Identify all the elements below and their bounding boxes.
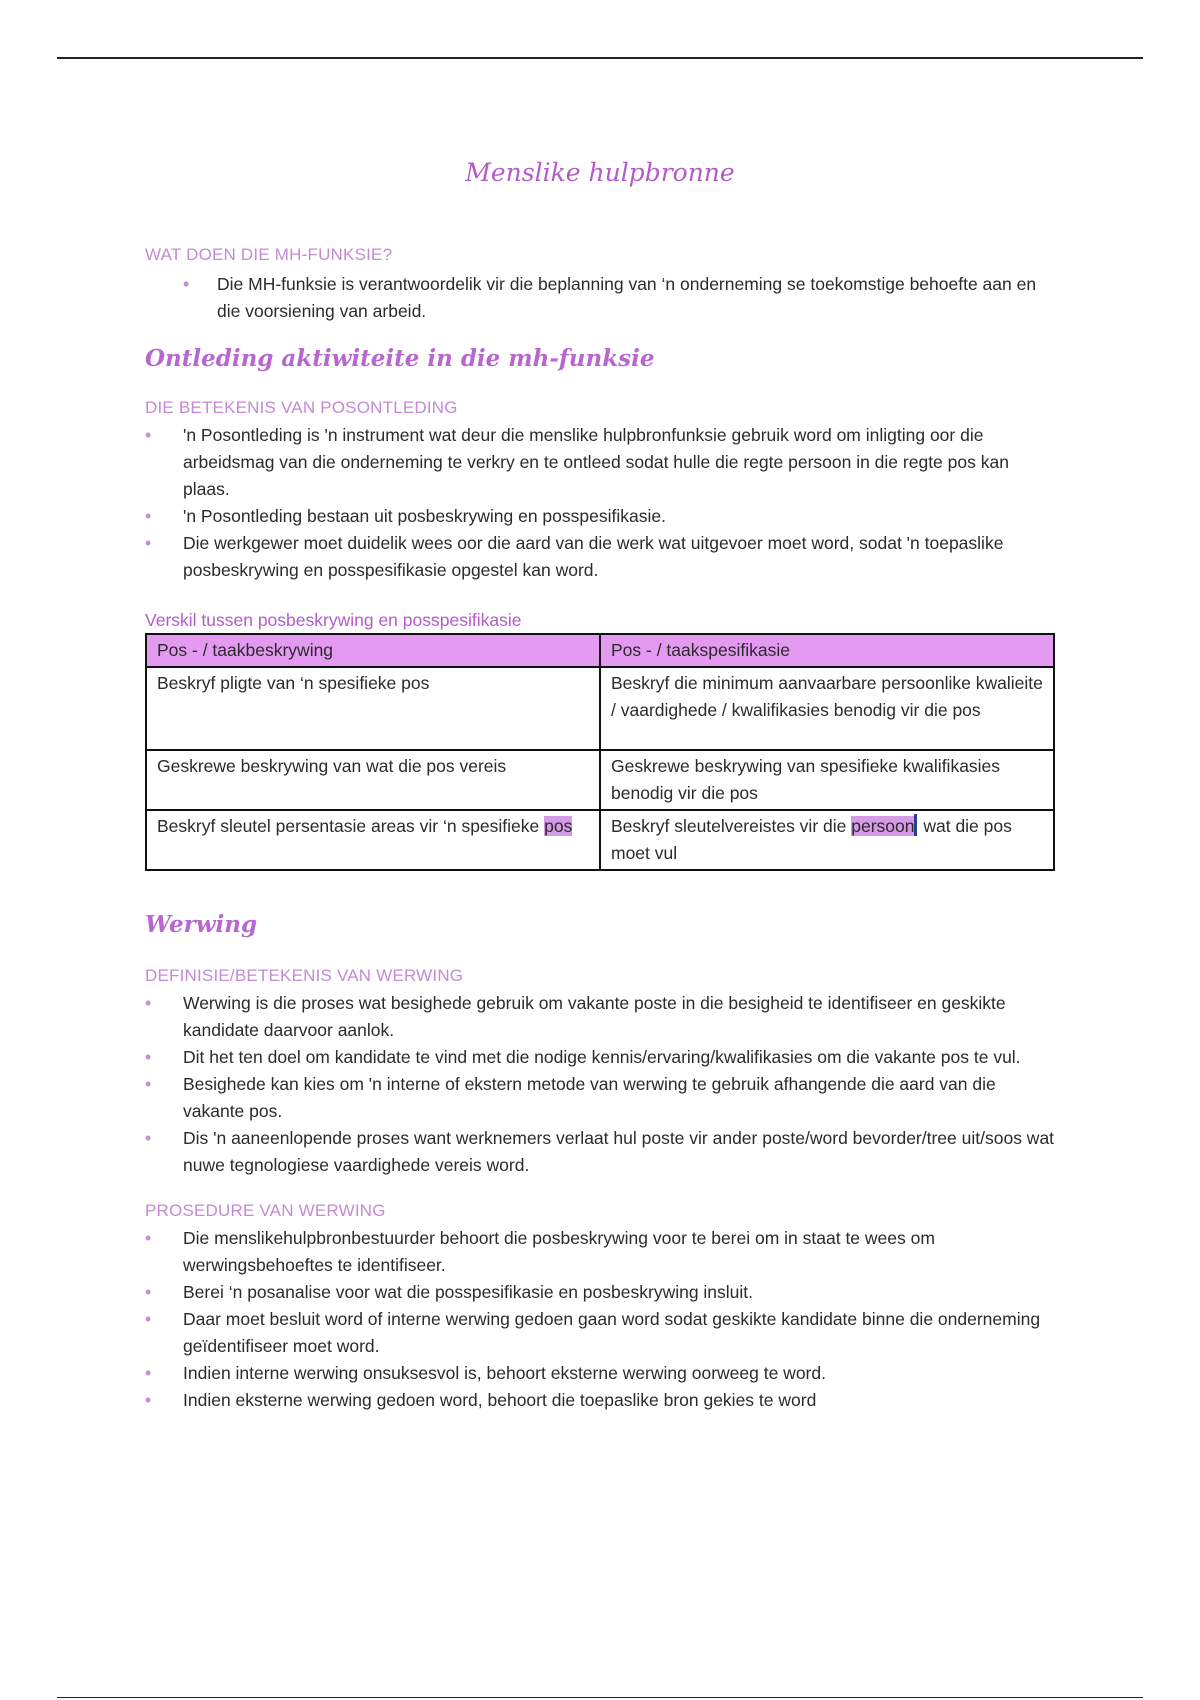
list-item: • Indien eksterne werwing gedoen word, behoort die toepaslike bron gekies te word: [145, 1387, 1060, 1414]
list-item: • Die MH-funksie is verantwoordelik vir die beplanning van ‘n onderneming se toekomstige behoefte aan en die voorsiening van arbeid.: [145, 271, 1060, 325]
cell-text: Beskryf sleutel persentasie areas vir ‘n spesifieke: [157, 816, 545, 836]
heading-werwing: Werwing: [145, 911, 258, 938]
table-cell: [600, 810, 1054, 870]
table-row: [146, 810, 1054, 870]
highlighted-text: pos: [544, 816, 573, 836]
list-item: • Besighede kan kies om 'n interne of ekstern metode van werwing te gebruik afhangende die aard van die vakante pos.: [145, 1071, 1060, 1125]
section-label-werwing-prosedure: PROSEDURE VAN WERWING: [145, 1201, 386, 1220]
table-header-row: [146, 634, 1054, 667]
list-item: • Dit het ten doel om kandidate te vind met die nodige kennis/ervaring/kwalifikasies om die vakante pos te vul.: [145, 1044, 1060, 1071]
bullet-list-posontleding: [145, 422, 1060, 584]
bullet-list-werwing-prosedure: [145, 1225, 1060, 1414]
comparison-table: [145, 633, 1055, 871]
section-label-posontleding: DIE BETEKENIS VAN POSONTLEDING: [145, 398, 458, 417]
table-row: [146, 750, 1054, 810]
table-header-cell: Pos - / taakspesifikasie: [600, 634, 1054, 667]
table-caption: Verskil tussen posbeskrywing en posspesifikasie: [145, 610, 522, 630]
list-item: • Berei ‘n posanalise voor wat die posspesifikasie en posbeskrywing insluit.: [145, 1279, 1060, 1306]
list-item: • Die menslikehulpbronbestuurder behoort die posbeskrywing voor te berei om in staat te wees om werwingsbehoeftes te identifiseer.: [145, 1225, 1060, 1279]
document-body: [145, 245, 1060, 1414]
list-item: • Daar moet besluit word of interne werwing gedoen gaan word sodat geskikte kandidate binne die onderneming geïdentifiseer moet word.: [145, 1306, 1060, 1360]
section-label-mh-funksie: WAT DOEN DIE MH-FUNKSIE?: [145, 245, 393, 264]
list-item: • Dis 'n aaneenlopende proses want werknemers verlaat hul poste vir ander poste/word bevorder/tree uit/soos wat nuwe tegnologiese vaardighede vereis word.: [145, 1125, 1060, 1179]
bottom-rule: [57, 1697, 1143, 1698]
top-rule: [57, 57, 1143, 59]
table-cell: Geskrewe beskrywing van wat die pos vereis: [146, 750, 600, 810]
list-item: • Werwing is die proses wat besighede gebruik om vakante poste in die besigheid te identifiseer en geskikte kandidate daarvoor aanlok.: [145, 990, 1060, 1044]
list-item: • 'n Posontleding is 'n instrument wat deur die menslike hulpbronfunksie gebruik word om inligting oor die arbeidsmag van die onderneming te verkry en te ontleed sodat hulle die regte persoon in die regte pos kan plaas.: [145, 422, 1060, 503]
table-cell: Beskryf pligte van ‘n spesifieke pos: [146, 667, 600, 750]
page-title: Menslike hulpbronne: [465, 158, 735, 187]
bullet-list-werwing-definisie: [145, 990, 1060, 1179]
highlighted-text: persoon: [851, 816, 915, 836]
list-item: • Die werkgewer moet duidelik wees oor die aard van die werk wat uitgevoer moet word, sodat 'n toepaslike posbeskrywing en posspesifikasie opgestel kan word.: [145, 530, 1060, 584]
section-label-werwing-definisie: DEFINISIE/BETEKENIS VAN WERWING: [145, 966, 464, 985]
bullet-list-mh-funksie: [145, 271, 1060, 325]
table-cell: [146, 810, 600, 870]
table-cell: Geskrewe beskrywing van spesifieke kwalifikasies benodig vir die pos: [600, 750, 1054, 810]
table-cell: Beskryf die minimum aanvaarbare persoonlike kwalieite / vaardighede / kwalifikasies benodig vir die pos: [600, 667, 1054, 750]
heading-ontleding: Ontleding aktiwiteite in die mh-funksie: [145, 345, 655, 372]
list-item: • 'n Posontleding bestaan uit posbeskrywing en posspesifikasie.: [145, 503, 1060, 530]
list-item: • Indien interne werwing onsuksesvol is, behoort eksterne werwing oorweeg te word.: [145, 1360, 1060, 1387]
table-row: [146, 667, 1054, 750]
table-header-cell: Pos - / taakbeskrywing: [146, 634, 600, 667]
cell-text: wat die pos moet vul: [611, 816, 1012, 863]
cell-text: Beskryf sleutelvereistes vir die: [611, 816, 852, 836]
